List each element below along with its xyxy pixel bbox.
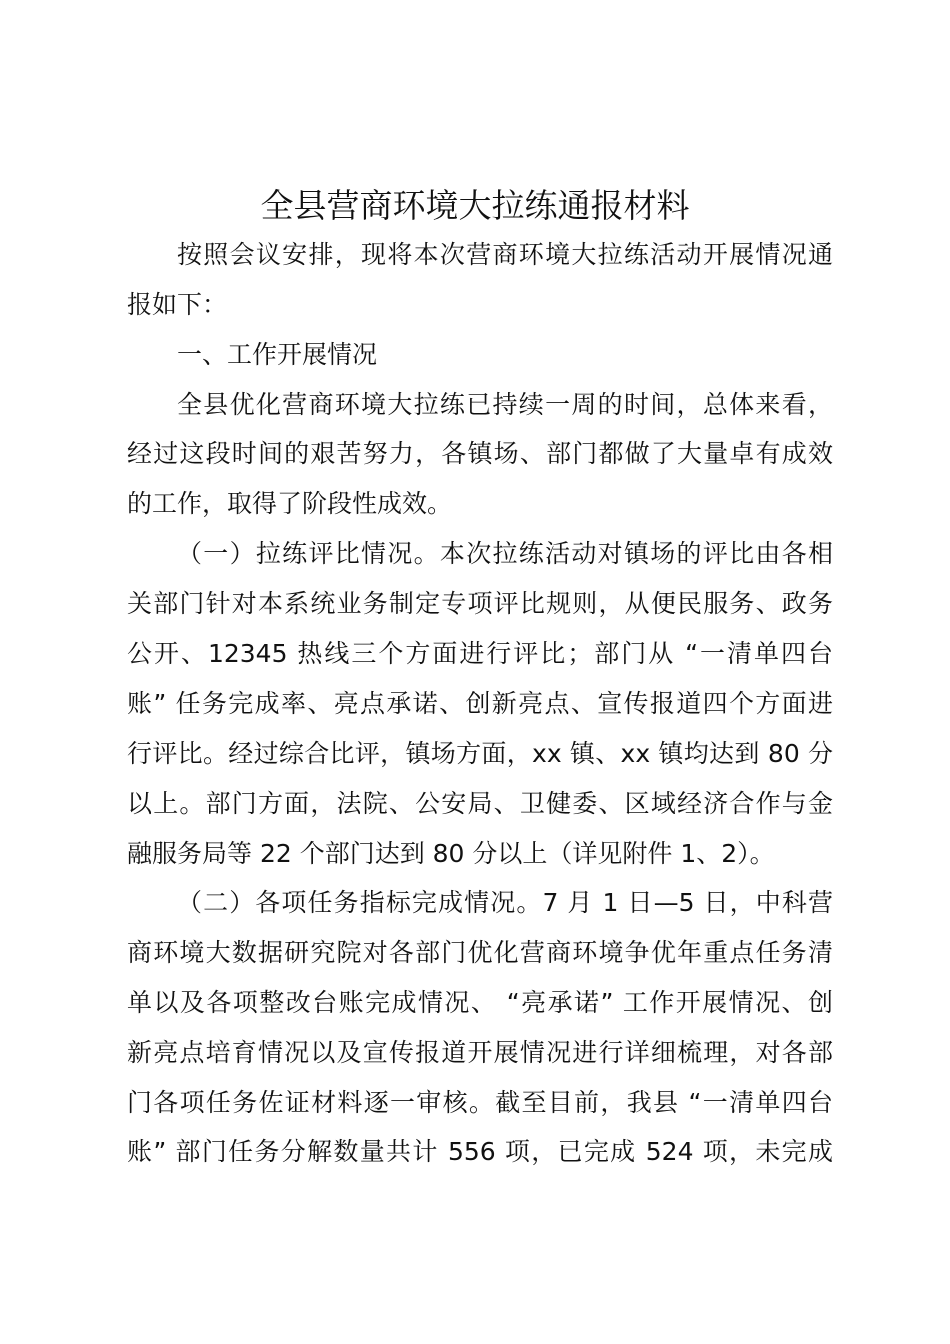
paragraph-line: 以上。部门方面，法院、公安局、卫健委、区域经济合作与金 <box>127 789 833 818</box>
paragraph-line: 账” 部门任务分解数量共计 556 项，已完成 524 项，未完成 <box>127 1137 833 1166</box>
paragraph-line: 的工作，取得了阶段性成效。 <box>127 489 453 518</box>
paragraph-line: 关部门针对本系统业务制定专项评比规则，从便民服务、政务 <box>127 589 833 618</box>
paragraph-line: 商环境大数据研究院对各部门优化营商环境争优年重点任务清 <box>127 938 833 967</box>
document-title: 全县营商环境大拉练通报材料 <box>260 186 690 225</box>
paragraph-line: （一）拉练评比情况。本次拉练活动对镇场的评比由各相 <box>177 539 833 568</box>
paragraph-line: 行评比。经过综合比评，镇场方面，xx 镇、xx 镇均达到 80 分 <box>127 739 833 768</box>
paragraph-line: 报如下： <box>127 290 228 319</box>
paragraph-line: 全县优化营商环境大拉练已持续一周的时间，总体来看， <box>177 390 833 419</box>
paragraph-line: 融服务局等 22 个部门达到 80 分以上（详见附件 1、2）。 <box>127 839 775 868</box>
section-heading: 一、工作开展情况 <box>177 340 378 369</box>
paragraph-line: 单以及各项整改台账完成情况、 “亮承诺” 工作开展情况、创 <box>127 988 833 1017</box>
paragraph-line: 按照会议安排，现将本次营商环境大拉练活动开展情况通 <box>177 240 833 269</box>
paragraph-line: 新亮点培育情况以及宣传报道开展情况进行详细梳理，对各部 <box>127 1038 833 1067</box>
paragraph-line: 门各项任务佐证材料逐一审核。截至目前，我县 “一清单四台 <box>127 1088 833 1117</box>
paragraph-line: （二）各项任务指标完成情况。7 月 1 日—5 日，中科营 <box>177 888 833 917</box>
paragraph-line: 公开、12345 热线三个方面进行评比；部门从 “一清单四台 <box>127 639 833 668</box>
paragraph-line: 账” 任务完成率、亮点承诺、创新亮点、宣传报道四个方面进 <box>127 689 833 718</box>
paragraph-line: 经过这段时间的艰苦努力，各镇场、部门都做了大量卓有成效 <box>127 439 833 468</box>
